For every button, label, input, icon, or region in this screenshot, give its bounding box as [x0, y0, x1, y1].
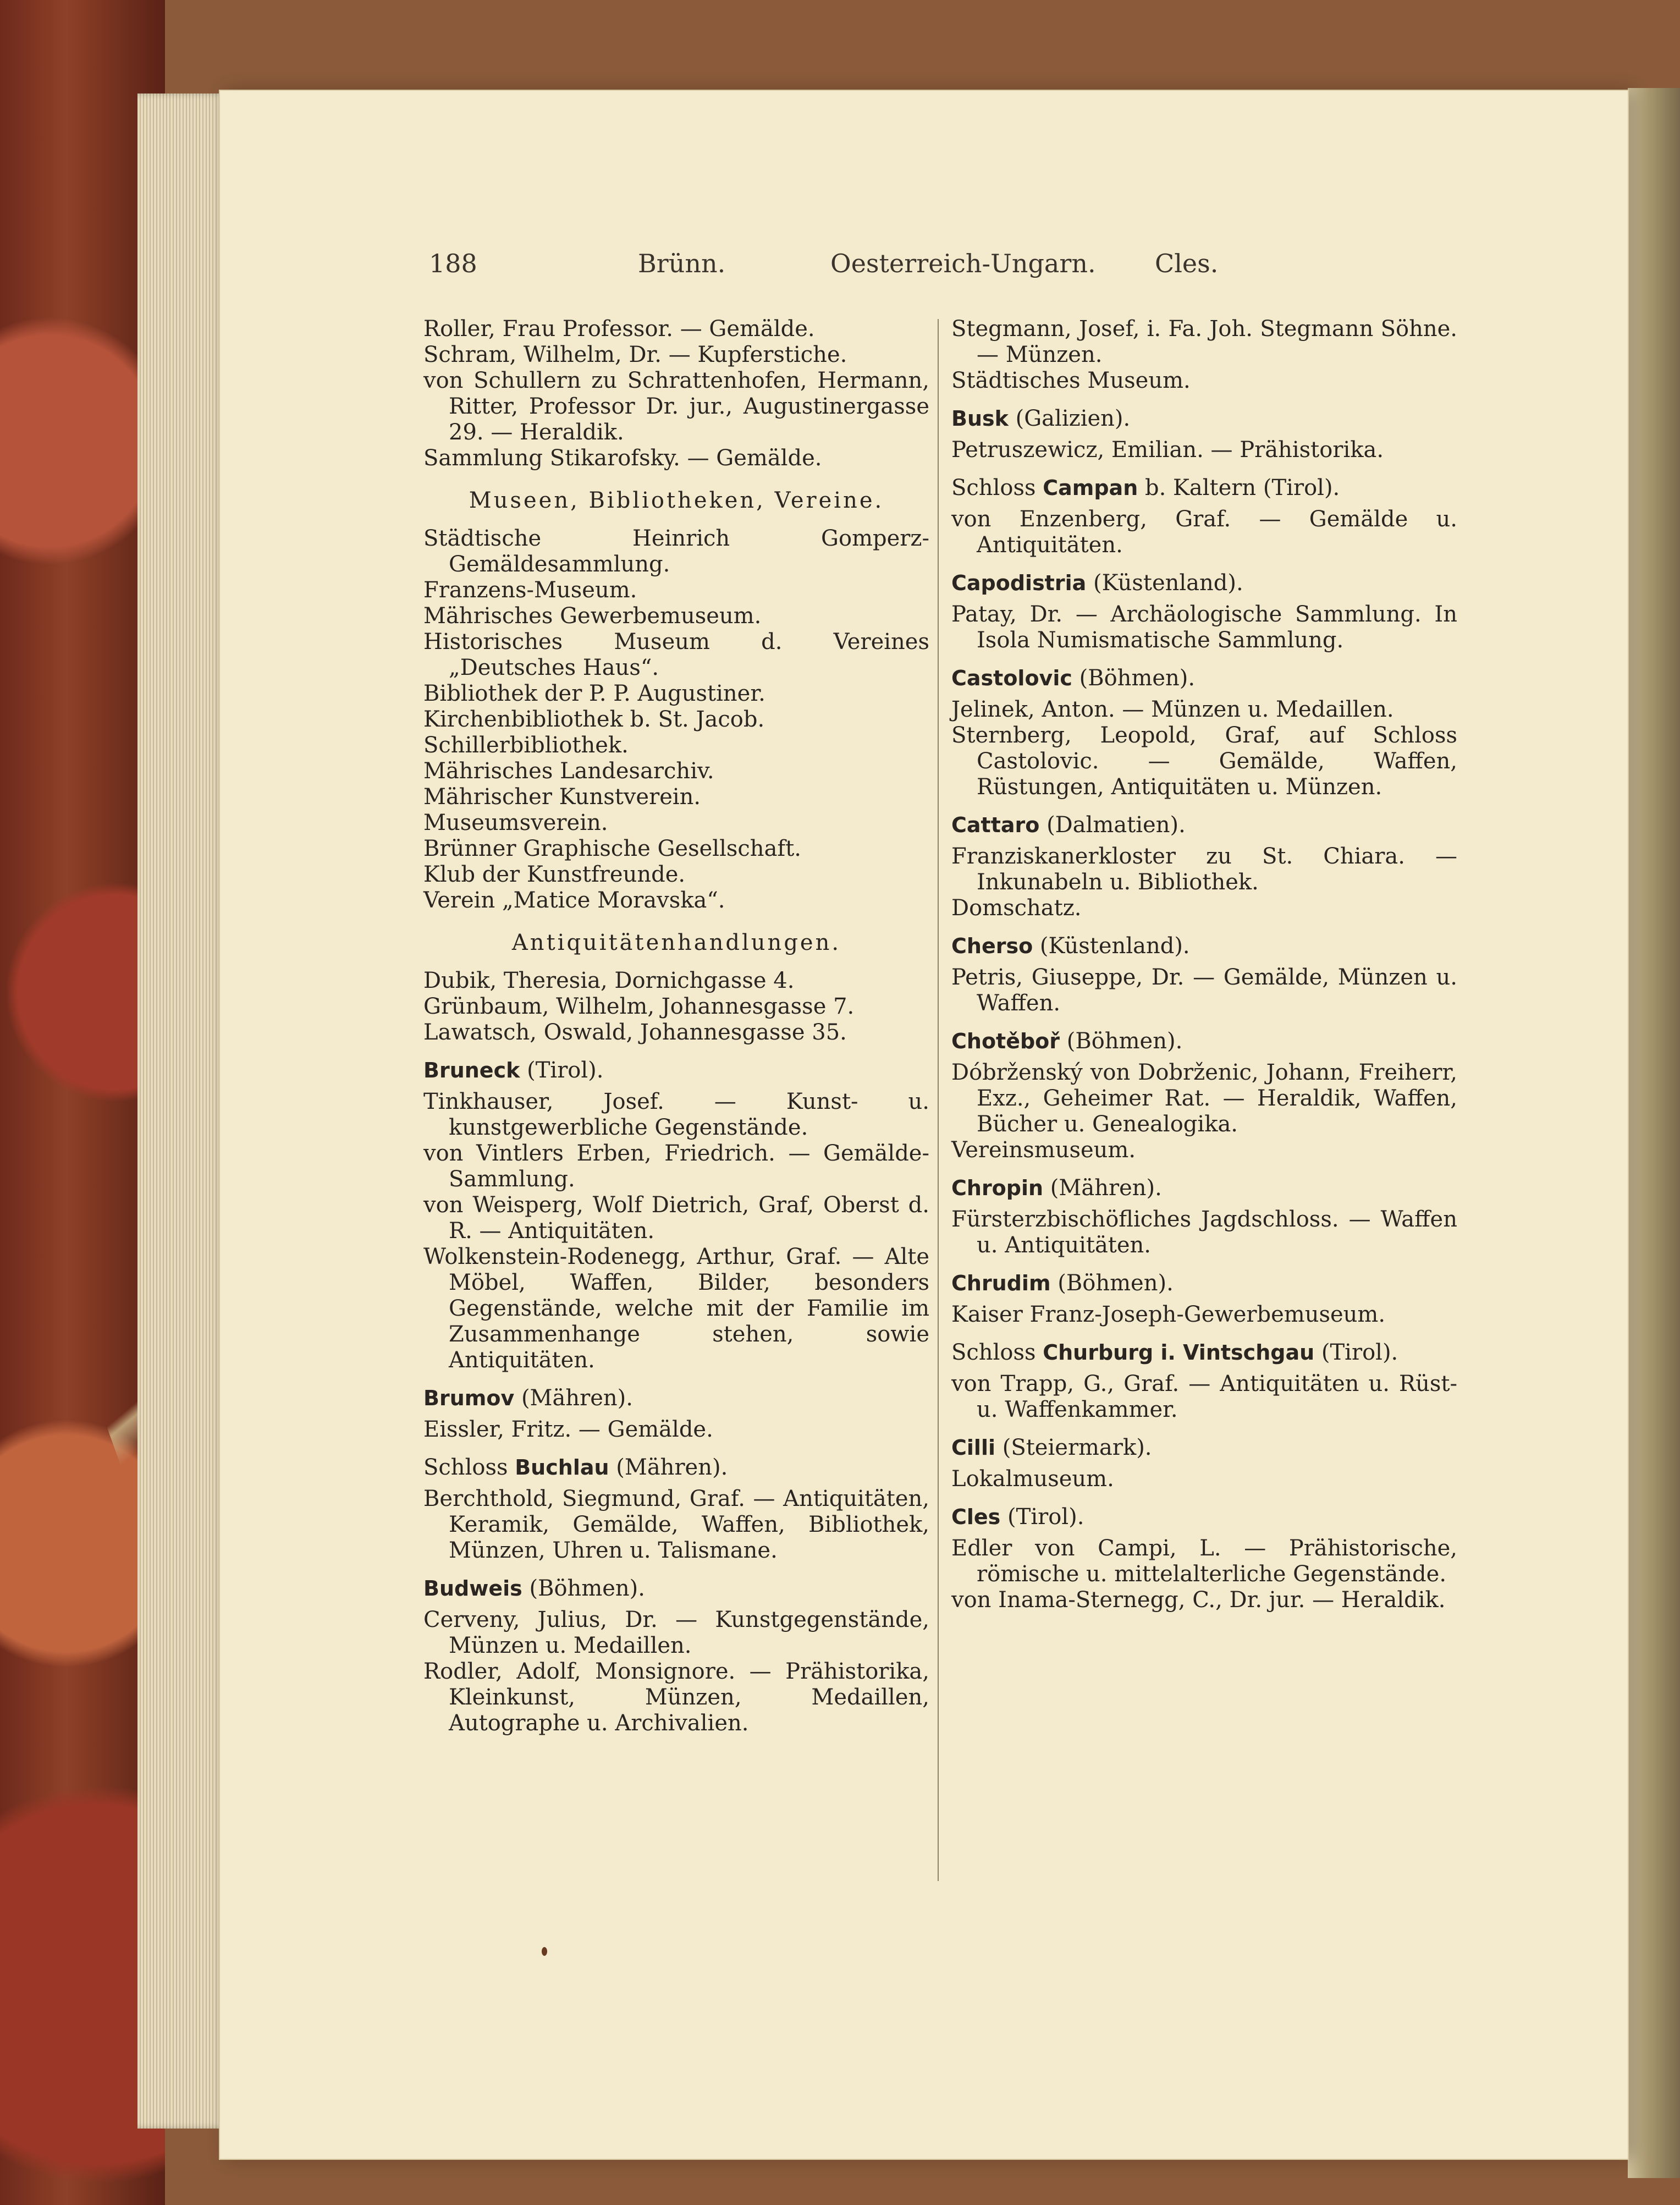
list-item: Dubik, Theresia, Dornichgasse 4.: [423, 968, 795, 993]
list-item: Patay, Dr. — Archäologische Sammlung. In Isola Numismatische Sammlung.: [951, 602, 1457, 653]
list-item: Roller, Frau Professor. — Gemälde.: [423, 316, 815, 342]
place-heading-buchlau: Schloss Buchlau (Mähren).: [423, 1455, 728, 1480]
list-item: Lawatsch, Oswald, Johannesgasse 35.: [423, 1020, 847, 1045]
place-heading-busk: Busk (Galizien).: [951, 406, 1131, 431]
list-item: von Enzenberg, Graf. — Gemälde u. Antiquitäten.: [951, 507, 1457, 558]
list-item: Tinkhauser, Josef. — Kunst- u. kunstgewerbliche Gegenstände.: [423, 1089, 929, 1140]
place-heading-chotebor: Chotěboř (Böhmen).: [951, 1029, 1183, 1054]
list-item: Brünner Graphische Gesellschaft.: [423, 836, 802, 861]
ink-spot: [542, 1947, 547, 1956]
list-item: Grünbaum, Wilhelm, Johannesgasse 7.: [423, 994, 855, 1019]
list-item: Mährisches Gewerbemuseum.: [423, 603, 762, 629]
place-heading-bruneck: Bruneck (Tirol).: [423, 1058, 604, 1083]
list-item: Mährisches Landesarchiv.: [423, 758, 714, 784]
list-item: Lokalmuseum.: [951, 1466, 1114, 1492]
list-item: Verein „Matice Moravska“.: [423, 888, 725, 913]
list-item: Historisches Museum d. Vereines „Deutsches Haus“.: [423, 629, 929, 680]
list-item: Stegmann, Josef, i. Fa. Joh. Stegmann Söhne. — Münzen.: [951, 316, 1457, 367]
list-item: Kirchenbibliothek b. St. Jacob.: [423, 707, 765, 732]
list-item: Cerveny, Julius, Dr. — Kunstgegenstände, Münzen u. Medaillen.: [423, 1607, 929, 1658]
list-item: Petris, Giuseppe, Dr. — Gemälde, Münzen u. Waffen.: [951, 965, 1457, 1016]
list-item: Klub der Kunstfreunde.: [423, 862, 686, 887]
header-last-entry: Cles.: [1155, 249, 1219, 278]
header-country: Oesterreich-Ungarn.: [830, 249, 1096, 278]
list-item: Eissler, Fritz. — Gemälde.: [423, 1417, 713, 1442]
place-heading-cilli: Cilli (Steiermark).: [951, 1435, 1152, 1460]
page-number: 188: [429, 249, 477, 278]
section-heading-antiquitaeten: Antiquitätenhandlungen.: [511, 930, 841, 955]
header-city: Brünn.: [638, 249, 726, 278]
list-item: Domschatz.: [951, 895, 1082, 921]
list-item: Fürsterzbischöfliches Jagdschloss. — Waffen u. Antiquitäten.: [951, 1207, 1457, 1258]
column-divider: [938, 319, 939, 1881]
place-heading-campan: Schloss Campan b. Kaltern (Tirol).: [951, 475, 1340, 501]
list-item: Edler von Campi, L. — Prähistorische, römische u. mittelalterliche Gegenstände.: [951, 1536, 1457, 1587]
list-item: Vereinsmuseum.: [951, 1137, 1136, 1163]
right-column: [951, 316, 1457, 1613]
place-heading-capodistria: Capodistria (Küstenland).: [951, 570, 1243, 596]
place-heading-chrudim: Chrudim (Böhmen).: [951, 1271, 1174, 1296]
list-item: Kaiser Franz-Joseph-Gewerbemuseum.: [951, 1302, 1386, 1327]
list-item: Sternberg, Leopold, Graf, auf Schloss Castolovic. — Gemälde, Waffen, Rüstungen, Antiquitäten u. Münzen.: [951, 723, 1457, 800]
list-item: Städtische Heinrich Gomperz-Gemäldesammlung.: [423, 526, 929, 577]
list-item: Franzens-Museum.: [423, 578, 637, 603]
list-item: Dóbrženský von Dobrženic, Johann, Freiherr, Exz., Geheimer Rat. — Heraldik, Waffen, Bücher u. Genealogika.: [951, 1060, 1457, 1137]
section-heading-museen: Museen, Bibliotheken, Vereine.: [469, 488, 884, 513]
list-item: von Inama-Sternegg, C., Dr. jur. — Heraldik.: [951, 1587, 1446, 1613]
list-item: von Schullern zu Schrattenhofen, Hermann, Ritter, Professor Dr. jur., Augustinergasse 29. — Heraldik.: [423, 368, 929, 445]
list-item: Schram, Wilhelm, Dr. — Kupferstiche.: [423, 342, 847, 367]
place-heading-budweis: Budweis (Böhmen).: [423, 1576, 645, 1601]
binding-edge: [1628, 88, 1680, 2178]
page-edges: [137, 94, 225, 2129]
list-item: Bibliothek der P. P. Augustiner.: [423, 681, 765, 706]
place-heading-chropin: Chropin (Mähren).: [951, 1175, 1162, 1201]
list-item: Franziskanerkloster zu St. Chiara. — Inkunabeln u. Bibliothek.: [951, 844, 1457, 895]
place-heading-cattaro: Cattaro (Dalmatien).: [951, 812, 1186, 838]
left-column: [423, 316, 929, 1736]
list-item: Sammlung Stikarofsky. — Gemälde.: [423, 446, 822, 471]
place-heading-churburg: Schloss Churburg i. Vintschgau (Tirol).: [951, 1340, 1398, 1365]
list-item: Petruszewicz, Emilian. — Prähistorika.: [951, 437, 1384, 463]
place-heading-brumov: Brumov (Mähren).: [423, 1385, 633, 1411]
list-item: von Trapp, G., Graf. — Antiquitäten u. Rüst- u. Waffenkammer.: [951, 1371, 1457, 1422]
list-item: Berchthold, Siegmund, Graf. — Antiquitäten, Keramik, Gemälde, Waffen, Bibliothek, Münzen, Uhren u. Talismane.: [423, 1486, 929, 1563]
list-item: Mährischer Kunstverein.: [423, 784, 701, 810]
list-item: Jelinek, Anton. — Münzen u. Medaillen.: [951, 697, 1394, 722]
place-heading-cles: Cles (Tirol).: [951, 1504, 1084, 1530]
list-item: Museumsverein.: [423, 810, 608, 835]
running-head: [429, 249, 1265, 293]
place-heading-castolovic: Castolovic (Böhmen).: [951, 666, 1196, 691]
list-item: von Vintlers Erben, Friedrich. — Gemälde-Sammlung.: [423, 1141, 929, 1192]
place-heading-cherso: Cherso (Küstenland).: [951, 933, 1190, 959]
list-item: von Weisperg, Wolf Dietrich, Graf, Oberst d. R. — Antiquitäten.: [423, 1192, 929, 1244]
list-item: Städtisches Museum.: [951, 368, 1191, 393]
list-item: Rodler, Adolf, Monsignore. — Prähistorika, Kleinkunst, Münzen, Medaillen, Autographe u. Archivalien.: [423, 1659, 929, 1736]
list-item: Wolkenstein-Rodenegg, Arthur, Graf. — Alte Möbel, Waffen, Bilder, besonders Gegenstände, welche mit der Familie im Zusammenhange stehen, sowie Antiquitäten.: [423, 1244, 929, 1373]
list-item: Schillerbibliothek.: [423, 733, 629, 758]
